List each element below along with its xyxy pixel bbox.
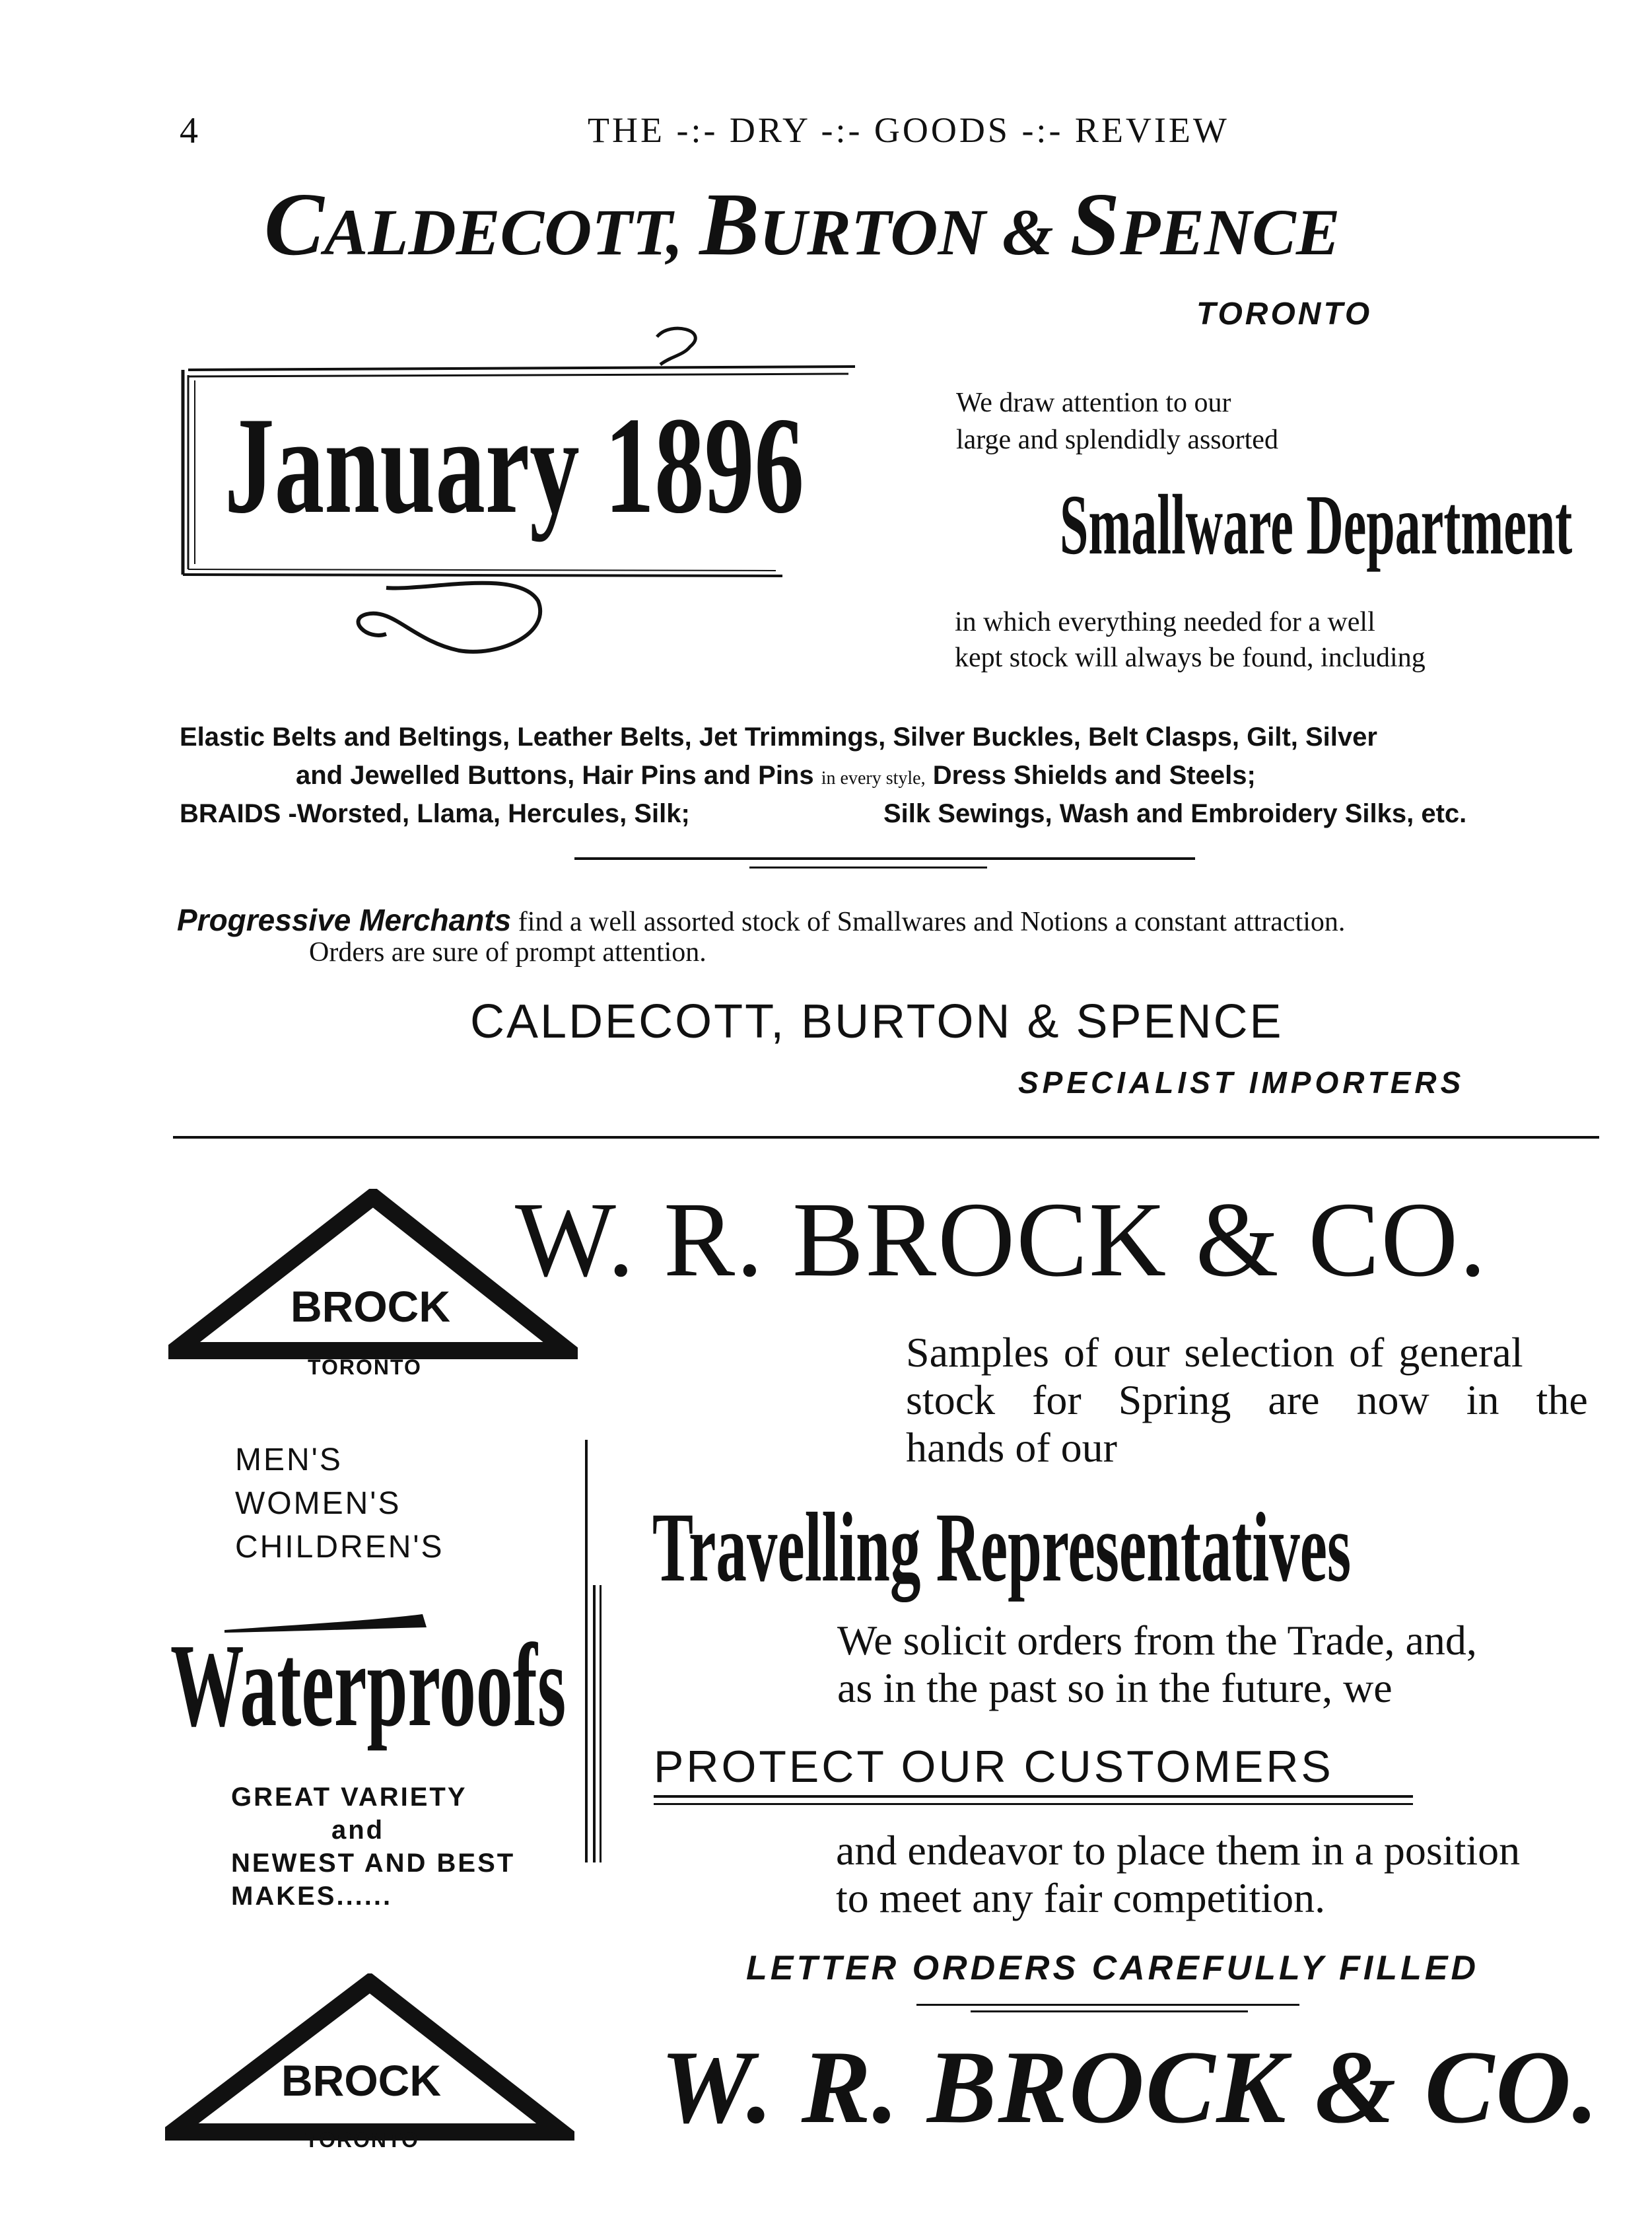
cbs-name-initial-c: C (264, 175, 324, 274)
merchants-line (177, 902, 1345, 938)
endeavor-line-2: to meet any fair competition. (836, 1874, 1326, 1921)
cbs-name-rest-s: PENCE (1120, 195, 1340, 269)
solicit-line-1: We solicit orders from the Trade, and, (837, 1617, 1477, 1664)
running-title: THE -:- DRY -:- GOODS -:- REVIEW (588, 110, 1229, 150)
letter-orders-rule-2 (971, 2010, 1248, 2012)
variety-line-1: GREAT VARIETY (231, 1783, 467, 1812)
letter-orders-rule-1 (916, 2004, 1299, 2006)
items-line-2b: in every style, (821, 768, 926, 789)
endeavor-line-1: and endeavor to place them in a position (836, 1827, 1521, 1874)
items-line-1: Elastic Belts and Beltings, Leather Belts, Jet Trimmings, Silver Buckles, Belt Clasps, Gilt, Silver (180, 723, 1377, 752)
cbs-tagline: SPECIALIST IMPORTERS (1018, 1065, 1465, 1100)
samples-paragraph (906, 1329, 1600, 1471)
samples-line-1: Samples of our selection of general (906, 1329, 1523, 1376)
intro-line-2: large and splendidly assorted (956, 425, 1278, 455)
desc-line-2: kept stock will always be found, including (955, 643, 1426, 673)
waterproofs-heading: Waterproofs (170, 1619, 567, 1751)
protect-underline-2 (654, 1803, 1413, 1805)
cbs-name-initial-b: B (699, 175, 760, 274)
cbs-divider-top (574, 857, 1195, 860)
brock-logo-top-word: BROCK (291, 1282, 450, 1331)
brock-firm-name: W. R. BROCK & CO. (515, 1181, 1488, 1299)
brock-logo-bottom-city: TORONTO (305, 2128, 419, 2152)
cbs-divider-bottom (749, 867, 987, 868)
cbs-signature: CALDECOTT, BURTON & SPENCE (470, 995, 1284, 1048)
items-line-2c: Dress Shields and Steels; (932, 761, 1256, 790)
brock-logo-top-city: TORONTO (308, 1355, 422, 1379)
brock-logo-bottom-word: BROCK (281, 2056, 441, 2105)
solicit-line-2: as in the past so in the future, we (837, 1664, 1393, 1711)
items-line-2 (296, 761, 1256, 791)
cbs-name-initial-s: S (1070, 175, 1120, 274)
intro-line-1: We draw attention to our (956, 388, 1231, 418)
cbs-city: TORONTO (1196, 297, 1373, 332)
categories-list (235, 1438, 444, 1569)
category-childrens: CHILDREN'S (235, 1530, 444, 1565)
samples-line-2: stock for Spring are now in the (906, 1376, 1588, 1423)
endeavor-paragraph (836, 1827, 1520, 1922)
date-banner: January 1896 (224, 389, 804, 542)
protect-underline-1 (654, 1795, 1413, 1798)
merchants-lead: Progressive Merchants (177, 903, 512, 937)
solicit-paragraph (837, 1617, 1477, 1712)
variety-block (231, 1781, 515, 1913)
samples-line-3: hands of our (906, 1424, 1117, 1471)
desc-line-1: in which everything needed for a well (955, 607, 1375, 637)
orders-line: Orders are sure of prompt attention. (309, 937, 706, 968)
brock-firm-name-footer: W. R. BROCK & CO. (660, 2030, 1600, 2145)
items-line-2a: and Jewelled Buttons, Hair Pins and Pins (296, 761, 814, 790)
cbs-name-rest-b: URTON (759, 195, 1002, 269)
section-divider (173, 1136, 1599, 1139)
items-line-3a: BRAIDS -Worsted, Llama, Hercules, Silk; (180, 799, 690, 828)
travelling-representatives: Travelling Representatives (652, 1493, 1352, 1602)
cbs-name-ampersand: & (1002, 195, 1070, 269)
cbs-firm-name (264, 175, 1340, 274)
smallware-department: Smallware Department (1060, 478, 1573, 573)
merchants-rest: find a well assorted stock of Smallwares and Notions a constant attraction. (518, 907, 1346, 937)
cbs-name-rest-c: ALDECOTT, (324, 195, 700, 269)
category-womens: WOMEN'S (235, 1486, 401, 1521)
letter-orders: LETTER ORDERS CAREFULLY FILLED (746, 1949, 1480, 1987)
variety-line-2: and (331, 1816, 385, 1845)
category-mens: MEN'S (235, 1442, 343, 1477)
variety-line-3: NEWEST AND BEST (231, 1849, 516, 1878)
variety-line-4: MAKES...... (231, 1882, 393, 1911)
protect-customers: PROTECT OUR CUSTOMERS (654, 1742, 1334, 1792)
page-number: 4 (180, 110, 198, 151)
items-line-3b: Silk Sewings, Wash and Embroidery Silks, etc. (883, 799, 1467, 828)
